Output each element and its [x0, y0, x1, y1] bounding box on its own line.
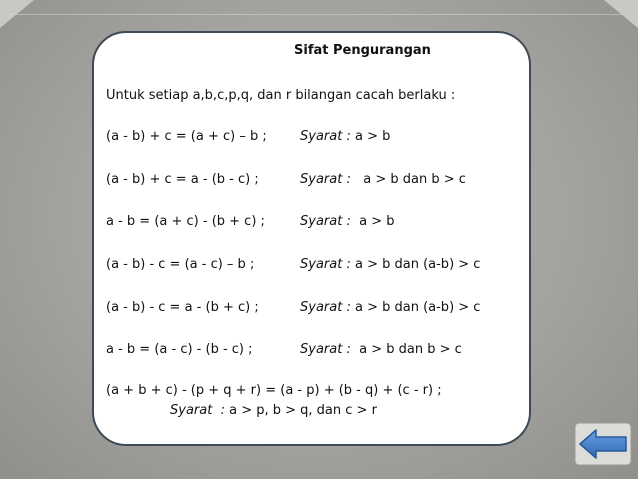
rule-equation: (a - b) + c = a - (b - c) ;: [106, 172, 259, 187]
rule-equation: (a - b) - c = (a - c) – b ;: [106, 257, 255, 272]
syarat-label: Syarat :: [170, 403, 225, 418]
condition-text: a > b: [354, 129, 391, 144]
rule-condition: [300, 256, 480, 273]
condition-text: a > b dan (a-b) > c: [354, 300, 481, 315]
rule-condition: [300, 171, 466, 188]
condition-text: a > b dan b > c: [354, 342, 462, 357]
condition-text: a > b dan b > c: [354, 172, 466, 187]
last-condition: [170, 402, 377, 419]
back-button[interactable]: [574, 422, 632, 466]
rule-condition: [300, 341, 462, 358]
back-arrow-icon: [574, 422, 632, 466]
rule-condition: [300, 213, 395, 230]
rule-equation: (a - b) - c = a - (b + c) ;: [106, 300, 259, 315]
condition-text: a > b dan (a-b) > c: [354, 257, 481, 272]
condition-text: a > p, b > q, dan c > r: [229, 403, 377, 418]
slide-title: Sifat Pengurangan: [294, 43, 431, 58]
rule-equation: a - b = (a + c) - (b + c) ;: [106, 214, 265, 229]
last-equation: (a + b + c) - (p + q + r) = (a - p) + (b - q) + (c - r) ;: [106, 383, 442, 398]
rule-equation: a - b = (a - c) - (b - c) ;: [106, 342, 253, 357]
rule-condition: [300, 299, 480, 316]
syarat-label: Syarat :: [300, 129, 351, 144]
intro-text: Untuk setiap a,b,c,p,q, dan r bilangan cacah berlaku :: [106, 88, 456, 103]
syarat-label: Syarat :: [300, 342, 351, 357]
syarat-label: Syarat :: [300, 172, 351, 187]
syarat-label: Syarat :: [300, 257, 351, 272]
syarat-label: Syarat :: [300, 300, 351, 315]
condition-text: a > b: [354, 214, 395, 229]
rule-equation: (a - b) + c = (a + c) – b ;: [106, 129, 267, 144]
decorative-top-line: [0, 14, 638, 15]
rule-condition: [300, 128, 390, 145]
syarat-label: Syarat :: [300, 214, 351, 229]
